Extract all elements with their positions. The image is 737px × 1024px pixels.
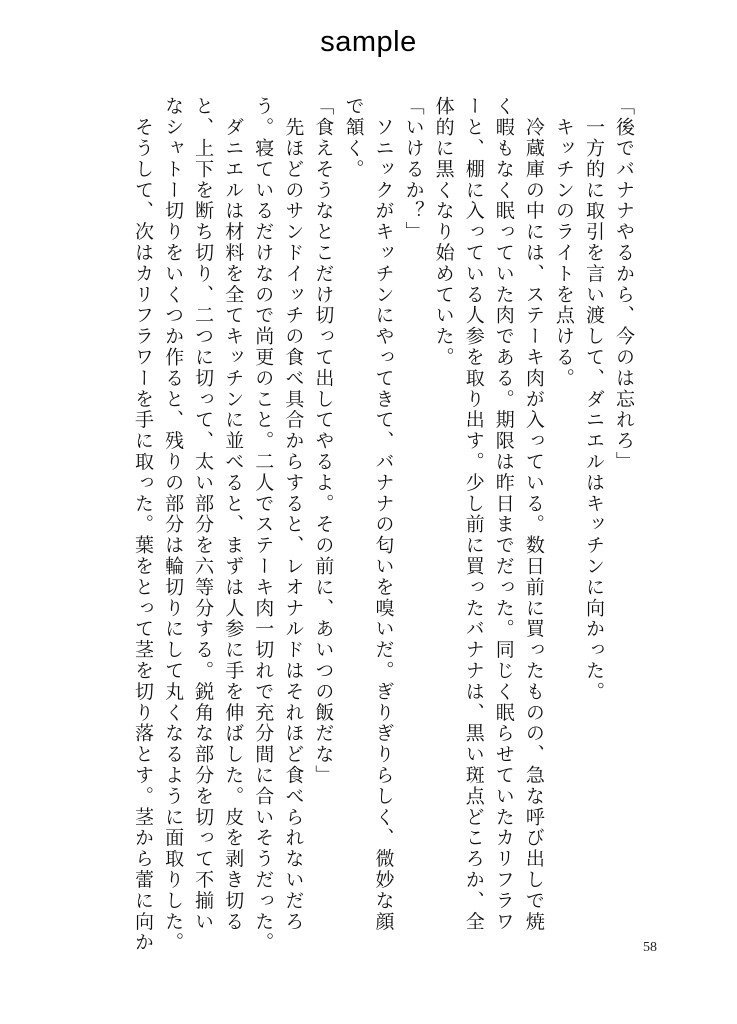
text-line: なシャトー切りをいくつか作ると、残りの部分は輪切りにして丸くなるように面取りした。 [162, 96, 185, 953]
text-line: 「食えそうなとこだけ切って出してやるよ。その前に、あいつの飯だな」 [312, 96, 335, 786]
text-line: ーと、棚に入っている人参を取り出す。少し前に買ったバナナは、黒い斑点どころか、全 [462, 96, 485, 932]
sample-watermark: sample [320, 26, 417, 58]
text-line: ソニックがキッチンにやってきて、バナナの匂いを嗅いだ。ぎりぎりらしく、微妙な顔 [372, 96, 395, 932]
text-line: ダニエルは材料を全てキッチンに並べると、まずは人参に手を伸ばした。皮を剥き切る [222, 96, 245, 932]
text-line: そうして、次はカリフラワーを手に取った。葉をとって茎を切り落とす。茎から蕾に向か [132, 96, 154, 953]
text-line: 一方的に取引を言い渡して、ダニエルはキッチンに向かった。 [582, 96, 605, 703]
text-line: う。寝ているだけなので尚更のこと。二人でステーキ肉一切れで充分間に合いそうだった。 [252, 96, 275, 953]
text-line: く暇もなく眠っていた肉である。期限は昨日までだった。同じく眠らせていたカリフラワ [492, 96, 515, 932]
text-line: 体的に黒くなり始めていた。 [432, 96, 455, 368]
text-line: 「後でバナナやるから、今のは忘れろ」 [613, 96, 635, 473]
text-line: キッチンのライトを点ける。 [552, 96, 575, 389]
text-line: 「いけるか？」 [402, 96, 425, 243]
text-line: と、上下を断ち切り、二つに切って、太い部分を六等分する。鋭角な部分を切って不揃い [192, 96, 215, 932]
text-line: で頷く。 [342, 96, 365, 180]
text-line: 先ほどのサンドイッチの食べ具合からすると、レオナルドはそれほど食べられないだろ [282, 96, 305, 932]
page-number: 58 [643, 940, 657, 955]
body-text [132, 96, 635, 953]
text-line: 冷蔵庫の中には、ステーキ肉が入っている。数日前に買ったものの、急な呼び出しで焼 [522, 96, 545, 932]
